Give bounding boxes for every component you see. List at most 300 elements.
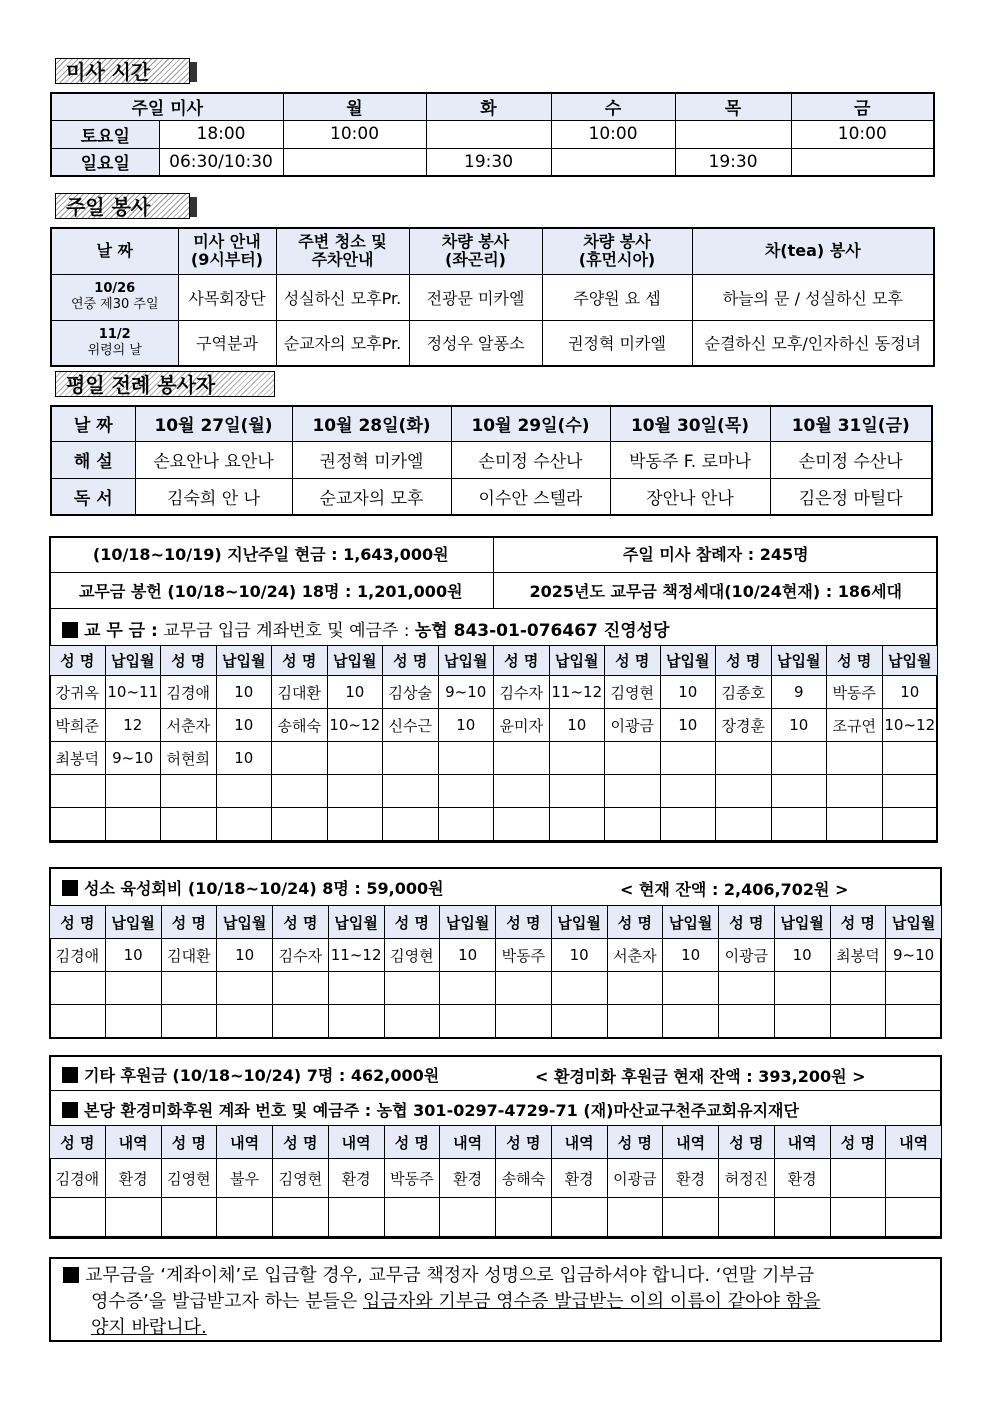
cell: 순결하신 모후/인자하신 동정녀 [692, 320, 934, 366]
cell: 이수안 스텔라 [451, 478, 610, 515]
col-value-header: 내역 [886, 1126, 942, 1159]
cell: 손미정 수산나 [451, 441, 610, 478]
name-cell [494, 742, 550, 775]
col-name-header: 성 명 [383, 646, 439, 676]
row-label: 해 설 [51, 441, 135, 478]
seminary-title: 성소 육성회비 (10/18~10/24) 8명 : 59,000원 [84, 879, 444, 898]
name-cell [272, 775, 328, 808]
header-car [409, 228, 542, 274]
col-name-header: 성 명 [50, 646, 106, 676]
value-cell [105, 972, 161, 1005]
col-name-header: 성 명 [716, 646, 772, 676]
notice-line [91, 1289, 820, 1315]
table-row [50, 1159, 942, 1198]
sunday-service-row [51, 274, 934, 320]
table-row [50, 1005, 942, 1038]
col-value-header: 납입월 [551, 906, 607, 939]
name-cell [161, 775, 217, 808]
header-wed: 수 [551, 93, 675, 120]
cell: 순교자의 모후 [292, 478, 451, 515]
col-value-header: 납입월 [216, 646, 272, 676]
name-cell: 조규연 [827, 709, 883, 742]
name-cell [50, 775, 106, 808]
header-date: 날 짜 [51, 406, 135, 441]
col-value-header: 납입월 [774, 906, 830, 939]
header-day: 10월 29일(수) [451, 406, 610, 441]
value-cell [663, 1005, 719, 1038]
name-cell [605, 742, 661, 775]
mass-time-header [51, 93, 934, 120]
value-cell: 10 [440, 939, 496, 972]
value-cell: 환경 [328, 1159, 384, 1198]
dues-offering: 교무금 봉헌 (10/18~10/24) 18명 : 1,201,000원 [49, 572, 493, 608]
cell: 주양원 요 셉 [542, 274, 692, 320]
header-line: 주변 청소 및 [298, 232, 387, 252]
weekday-service-title [55, 371, 275, 397]
notice-line1: 교무금을 ‘계좌이체’로 입금할 경우, 교무금 책정자 성명으로 입금하셔야 합니다. ‘연말 기부금 [85, 1265, 815, 1286]
header-day: 10월 27일(월) [135, 406, 292, 441]
value-cell: 11~12 [549, 676, 605, 709]
name-cell [161, 972, 217, 1005]
col-value-header: 납입월 [771, 646, 827, 676]
value-cell [660, 742, 716, 775]
col-value-header: 납입월 [105, 906, 161, 939]
cell: 10:00 [283, 120, 426, 148]
header-thu: 목 [675, 93, 791, 120]
col-value-header: 내역 [663, 1126, 719, 1159]
col-value-header: 내역 [328, 1126, 384, 1159]
name-cell [605, 808, 661, 841]
value-cell: 환경 [663, 1159, 719, 1198]
dues-grid [49, 645, 938, 841]
value-cell: 10 [771, 709, 827, 742]
cell [426, 120, 551, 148]
header-day: 10월 30일(목) [610, 406, 770, 441]
mass-time-table [50, 92, 935, 177]
sunday-service-table [50, 227, 935, 367]
cell: 10:00 [791, 120, 934, 148]
name-cell: 김경애 [161, 676, 217, 709]
name-cell: 윤미자 [494, 709, 550, 742]
table-row [50, 742, 938, 775]
cell: 전광문 미카엘 [409, 274, 542, 320]
value-cell [105, 775, 161, 808]
value-cell: 환경 [774, 1159, 830, 1198]
col-name-header: 성 명 [719, 1126, 775, 1159]
col-value-header: 내역 [217, 1126, 273, 1159]
notice-line [91, 1315, 207, 1341]
col-name-header: 성 명 [496, 906, 552, 939]
name-cell: 김대환 [161, 939, 217, 972]
value-cell [440, 972, 496, 1005]
value-cell [771, 742, 827, 775]
name-cell [161, 808, 217, 841]
value-cell [217, 972, 273, 1005]
value-cell: 10 [216, 676, 272, 709]
value-cell [882, 742, 938, 775]
weekday-row-reading [51, 478, 932, 515]
header-line: (9시부터) [190, 250, 264, 270]
name-cell: 김수자 [273, 939, 329, 972]
cell [791, 148, 934, 176]
value-cell: 9~10 [438, 676, 494, 709]
col-name-header: 성 명 [384, 906, 440, 939]
cell: 18:00 [159, 120, 283, 148]
name-cell: 박동주 [496, 939, 552, 972]
value-cell: 10 [438, 709, 494, 742]
weekday-service-table [50, 405, 933, 516]
sunday-service-title-text: 주일 봉사 [66, 195, 151, 219]
header-mass-guide [178, 228, 276, 274]
name-cell [383, 775, 439, 808]
name-cell [273, 1005, 329, 1038]
value-cell [660, 775, 716, 808]
col-value-header: 납입월 [327, 646, 383, 676]
cell [551, 148, 675, 176]
last-sunday-cash: (10/18~10/19) 지난주일 현금 : 1,643,000원 [49, 536, 493, 572]
attendance: 주일 미사 참례자 : 245명 [493, 536, 938, 572]
value-cell [438, 808, 494, 841]
households: 2025년도 교무금 책정세대(10/24현재) : 186세대 [493, 572, 938, 608]
value-cell: 10 [105, 939, 161, 972]
header-cleaning [276, 228, 409, 274]
name-cell: 허정진 [719, 1159, 775, 1198]
name-cell: 송해숙 [496, 1159, 552, 1198]
col-value-header: 납입월 [438, 646, 494, 676]
other-account: 본당 환경미화후원 계좌 번호 및 예금주 : 농협 301-0297-4729-71 (재)마산교구천주교회유지재단 [84, 1101, 799, 1120]
header-sunday: 주일 미사 [51, 93, 283, 120]
value-cell [549, 775, 605, 808]
name-cell: 김영현 [161, 1159, 217, 1198]
name-cell [830, 1198, 886, 1237]
value-cell: 10~11 [105, 676, 161, 709]
table-row [50, 808, 938, 841]
col-name-header: 성 명 [273, 1126, 329, 1159]
col-value-header: 내역 [774, 1126, 830, 1159]
value-cell: 10 [663, 939, 719, 972]
weekday-row-commentary [51, 441, 932, 478]
name-cell [272, 808, 328, 841]
value-cell: 10 [660, 709, 716, 742]
dues-account-line [62, 616, 669, 641]
name-cell: 이광금 [605, 709, 661, 742]
cell: 손미정 수산나 [770, 441, 932, 478]
col-value-header: 납입월 [549, 646, 605, 676]
value-cell [886, 1198, 942, 1237]
col-value-header: 납입월 [663, 906, 719, 939]
square-bullet-icon [62, 880, 78, 896]
col-name-header: 성 명 [496, 1126, 552, 1159]
value-cell: 불우 [217, 1159, 273, 1198]
notice-line3: 양지 바랍니다. [91, 1317, 207, 1338]
col-value-header: 납입월 [217, 906, 273, 939]
table-row [50, 775, 938, 808]
value-cell [105, 1198, 161, 1237]
value-cell [551, 1198, 607, 1237]
header-date: 날 짜 [51, 228, 178, 274]
header-line: 주차안내 [311, 250, 374, 270]
date-line: 11/2 [98, 326, 131, 342]
date-line: 연중 제30 주일 [70, 297, 159, 312]
header-mon: 월 [283, 93, 426, 120]
name-cell: 강귀옥 [50, 676, 106, 709]
name-cell [384, 1198, 440, 1237]
row-label: 토요일 [51, 120, 159, 148]
value-cell: 10 [216, 742, 272, 775]
grid-header [50, 646, 938, 676]
value-cell [549, 742, 605, 775]
col-name-header: 성 명 [719, 906, 775, 939]
col-name-header: 성 명 [273, 906, 329, 939]
value-cell: 9 [771, 676, 827, 709]
cell: 19:30 [426, 148, 551, 176]
row-label: 독 서 [51, 478, 135, 515]
col-name-header: 성 명 [161, 1126, 217, 1159]
cell: 정성우 알퐁소 [409, 320, 542, 366]
col-value-header: 납입월 [660, 646, 716, 676]
col-name-header: 성 명 [830, 906, 886, 939]
name-cell: 김영현 [605, 676, 661, 709]
value-cell [771, 808, 827, 841]
value-cell [217, 1198, 273, 1237]
cell: 10:00 [551, 120, 675, 148]
col-name-header: 성 명 [161, 646, 217, 676]
col-name-header: 성 명 [272, 646, 328, 676]
sunday-service-title [55, 193, 190, 219]
name-cell [830, 1005, 886, 1038]
value-cell [327, 742, 383, 775]
name-cell [50, 1198, 106, 1237]
name-cell: 김종호 [716, 676, 772, 709]
value-cell [328, 1005, 384, 1038]
col-name-header: 성 명 [607, 1126, 663, 1159]
table-row [50, 676, 938, 709]
header-tue: 화 [426, 93, 551, 120]
cell [283, 148, 426, 176]
col-name-header: 성 명 [50, 906, 106, 939]
mass-row-saturday [51, 120, 934, 148]
row-label: 일요일 [51, 148, 159, 176]
name-cell [384, 1005, 440, 1038]
grid-header [50, 1126, 942, 1159]
name-cell [719, 1005, 775, 1038]
header-day: 10월 28일(화) [292, 406, 451, 441]
name-cell [384, 972, 440, 1005]
value-cell [105, 808, 161, 841]
name-cell: 이광금 [607, 1159, 663, 1198]
col-value-header: 납입월 [440, 906, 496, 939]
name-cell [827, 808, 883, 841]
date-line: 10/26 [94, 281, 136, 296]
name-cell: 이광금 [719, 939, 775, 972]
seminary-balance: < 현재 잔액 : 2,406,702원 > [620, 880, 849, 899]
name-cell [383, 742, 439, 775]
cell: 사목회장단 [178, 274, 276, 320]
value-cell: 환경 [440, 1159, 496, 1198]
col-name-header: 성 명 [50, 1126, 106, 1159]
value-cell [551, 972, 607, 1005]
value-cell [105, 1005, 161, 1038]
name-cell [161, 1198, 217, 1237]
notice-line [63, 1263, 814, 1289]
weekday-header [51, 406, 932, 441]
seminary-title-line [62, 876, 444, 899]
value-cell: 12 [105, 709, 161, 742]
value-cell [551, 1005, 607, 1038]
name-cell [830, 972, 886, 1005]
name-cell [273, 972, 329, 1005]
name-cell: 허현희 [161, 742, 217, 775]
row-date [51, 320, 178, 366]
value-cell: 11~12 [328, 939, 384, 972]
name-cell: 신수근 [383, 709, 439, 742]
name-cell [273, 1198, 329, 1237]
name-cell [719, 972, 775, 1005]
value-cell [774, 1198, 830, 1237]
value-cell: 10 [217, 939, 273, 972]
table-row [50, 709, 938, 742]
name-cell [496, 972, 552, 1005]
value-cell [882, 808, 938, 841]
value-cell [549, 808, 605, 841]
name-cell [827, 742, 883, 775]
value-cell [327, 775, 383, 808]
name-cell: 김대환 [272, 676, 328, 709]
name-cell: 김수자 [494, 676, 550, 709]
col-name-header: 성 명 [827, 646, 883, 676]
value-cell: 10 [549, 709, 605, 742]
value-cell [328, 1198, 384, 1237]
value-cell [663, 972, 719, 1005]
name-cell [383, 808, 439, 841]
mass-row-sunday [51, 148, 934, 176]
cell: 권정혁 미카엘 [292, 441, 451, 478]
square-bullet-icon [63, 1267, 79, 1283]
col-name-header: 성 명 [607, 906, 663, 939]
header-car2 [542, 228, 692, 274]
date-line: 위령의 날 [87, 342, 142, 358]
col-name-header: 성 명 [830, 1126, 886, 1159]
col-value-header: 납입월 [886, 906, 942, 939]
mass-time-title [55, 58, 190, 84]
notice-line2a: 영수증’을 발급받고자 하는 분들은 [91, 1291, 364, 1312]
name-cell [496, 1005, 552, 1038]
value-cell: 10~12 [327, 709, 383, 742]
value-cell: 10 [551, 939, 607, 972]
square-bullet-icon [62, 1067, 78, 1083]
value-cell [216, 808, 272, 841]
account-number: 농협 843-01-076467 진영성당 [414, 621, 670, 641]
cell: 19:30 [675, 148, 791, 176]
header-day: 10월 31일(금) [770, 406, 932, 441]
value-cell: 10 [774, 939, 830, 972]
sunday-service-header [51, 228, 934, 274]
finance-summary-table [49, 536, 938, 609]
value-cell: 9~10 [105, 742, 161, 775]
grid-header [50, 906, 942, 939]
notice-box [49, 1257, 942, 1342]
value-cell [438, 775, 494, 808]
name-cell [716, 775, 772, 808]
name-cell: 김경애 [50, 939, 106, 972]
account-label: 교 무 금 : [84, 621, 158, 641]
name-cell [50, 1005, 106, 1038]
name-cell: 서춘자 [607, 939, 663, 972]
name-cell: 최봉덕 [50, 742, 106, 775]
value-cell: 9~10 [886, 939, 942, 972]
value-cell: 10 [327, 676, 383, 709]
name-cell [716, 742, 772, 775]
header-line: 차량 봉사 [583, 232, 651, 252]
name-cell [607, 972, 663, 1005]
col-value-header: 납입월 [105, 646, 161, 676]
mass-time-title-text: 미사 시간 [66, 60, 151, 84]
col-value-header: 내역 [440, 1126, 496, 1159]
name-cell [494, 775, 550, 808]
value-cell [886, 1159, 942, 1198]
header-tea: 차(tea) 봉사 [692, 228, 934, 274]
other-account-line [62, 1098, 799, 1121]
col-name-header: 성 명 [384, 1126, 440, 1159]
name-cell: 송해숙 [272, 709, 328, 742]
col-name-header: 성 명 [161, 906, 217, 939]
col-name-header: 성 명 [494, 646, 550, 676]
weekday-service-title-text: 평일 전례 봉사자 [66, 373, 216, 397]
cell [675, 120, 791, 148]
value-cell [440, 1005, 496, 1038]
notice-line2b: 입금자와 기부금 영수증 발급받는 이의 이름이 같아야 함을 [363, 1291, 821, 1312]
other-grid [49, 1125, 942, 1237]
name-cell [830, 1159, 886, 1198]
col-value-header: 내역 [105, 1126, 161, 1159]
value-cell [440, 1198, 496, 1237]
header-fri: 금 [791, 93, 934, 120]
value-cell [882, 775, 938, 808]
other-balance: < 환경미화 후원금 현재 잔액 : 393,200원 > [535, 1067, 866, 1086]
value-cell: 10~12 [882, 709, 938, 742]
header-line: 미사 안내 [193, 232, 261, 252]
name-cell: 장경훈 [716, 709, 772, 742]
value-cell [886, 972, 942, 1005]
cell: 김숙희 안 나 [135, 478, 292, 515]
value-cell: 10 [216, 709, 272, 742]
name-cell [716, 808, 772, 841]
cell: 06:30/10:30 [159, 148, 283, 176]
value-cell [774, 1005, 830, 1038]
col-value-header: 내역 [551, 1126, 607, 1159]
cell: 손요안나 요안나 [135, 441, 292, 478]
col-value-header: 납입월 [328, 906, 384, 939]
name-cell: 박동주 [384, 1159, 440, 1198]
other-title: 기타 후원금 (10/18~10/24) 7명 : 462,000원 [84, 1066, 440, 1085]
square-bullet-icon [62, 1102, 78, 1118]
name-cell: 김상술 [383, 676, 439, 709]
name-cell [607, 1005, 663, 1038]
name-cell: 박희준 [50, 709, 106, 742]
value-cell [438, 742, 494, 775]
sunday-service-row [51, 320, 934, 366]
value-cell [660, 808, 716, 841]
divider [49, 1090, 942, 1091]
name-cell [827, 775, 883, 808]
table-row [50, 1198, 942, 1237]
value-cell [774, 972, 830, 1005]
name-cell [719, 1198, 775, 1237]
seminary-grid [49, 905, 942, 1038]
col-name-header: 성 명 [605, 646, 661, 676]
cell: 김은정 마틸다 [770, 478, 932, 515]
name-cell [496, 1198, 552, 1237]
